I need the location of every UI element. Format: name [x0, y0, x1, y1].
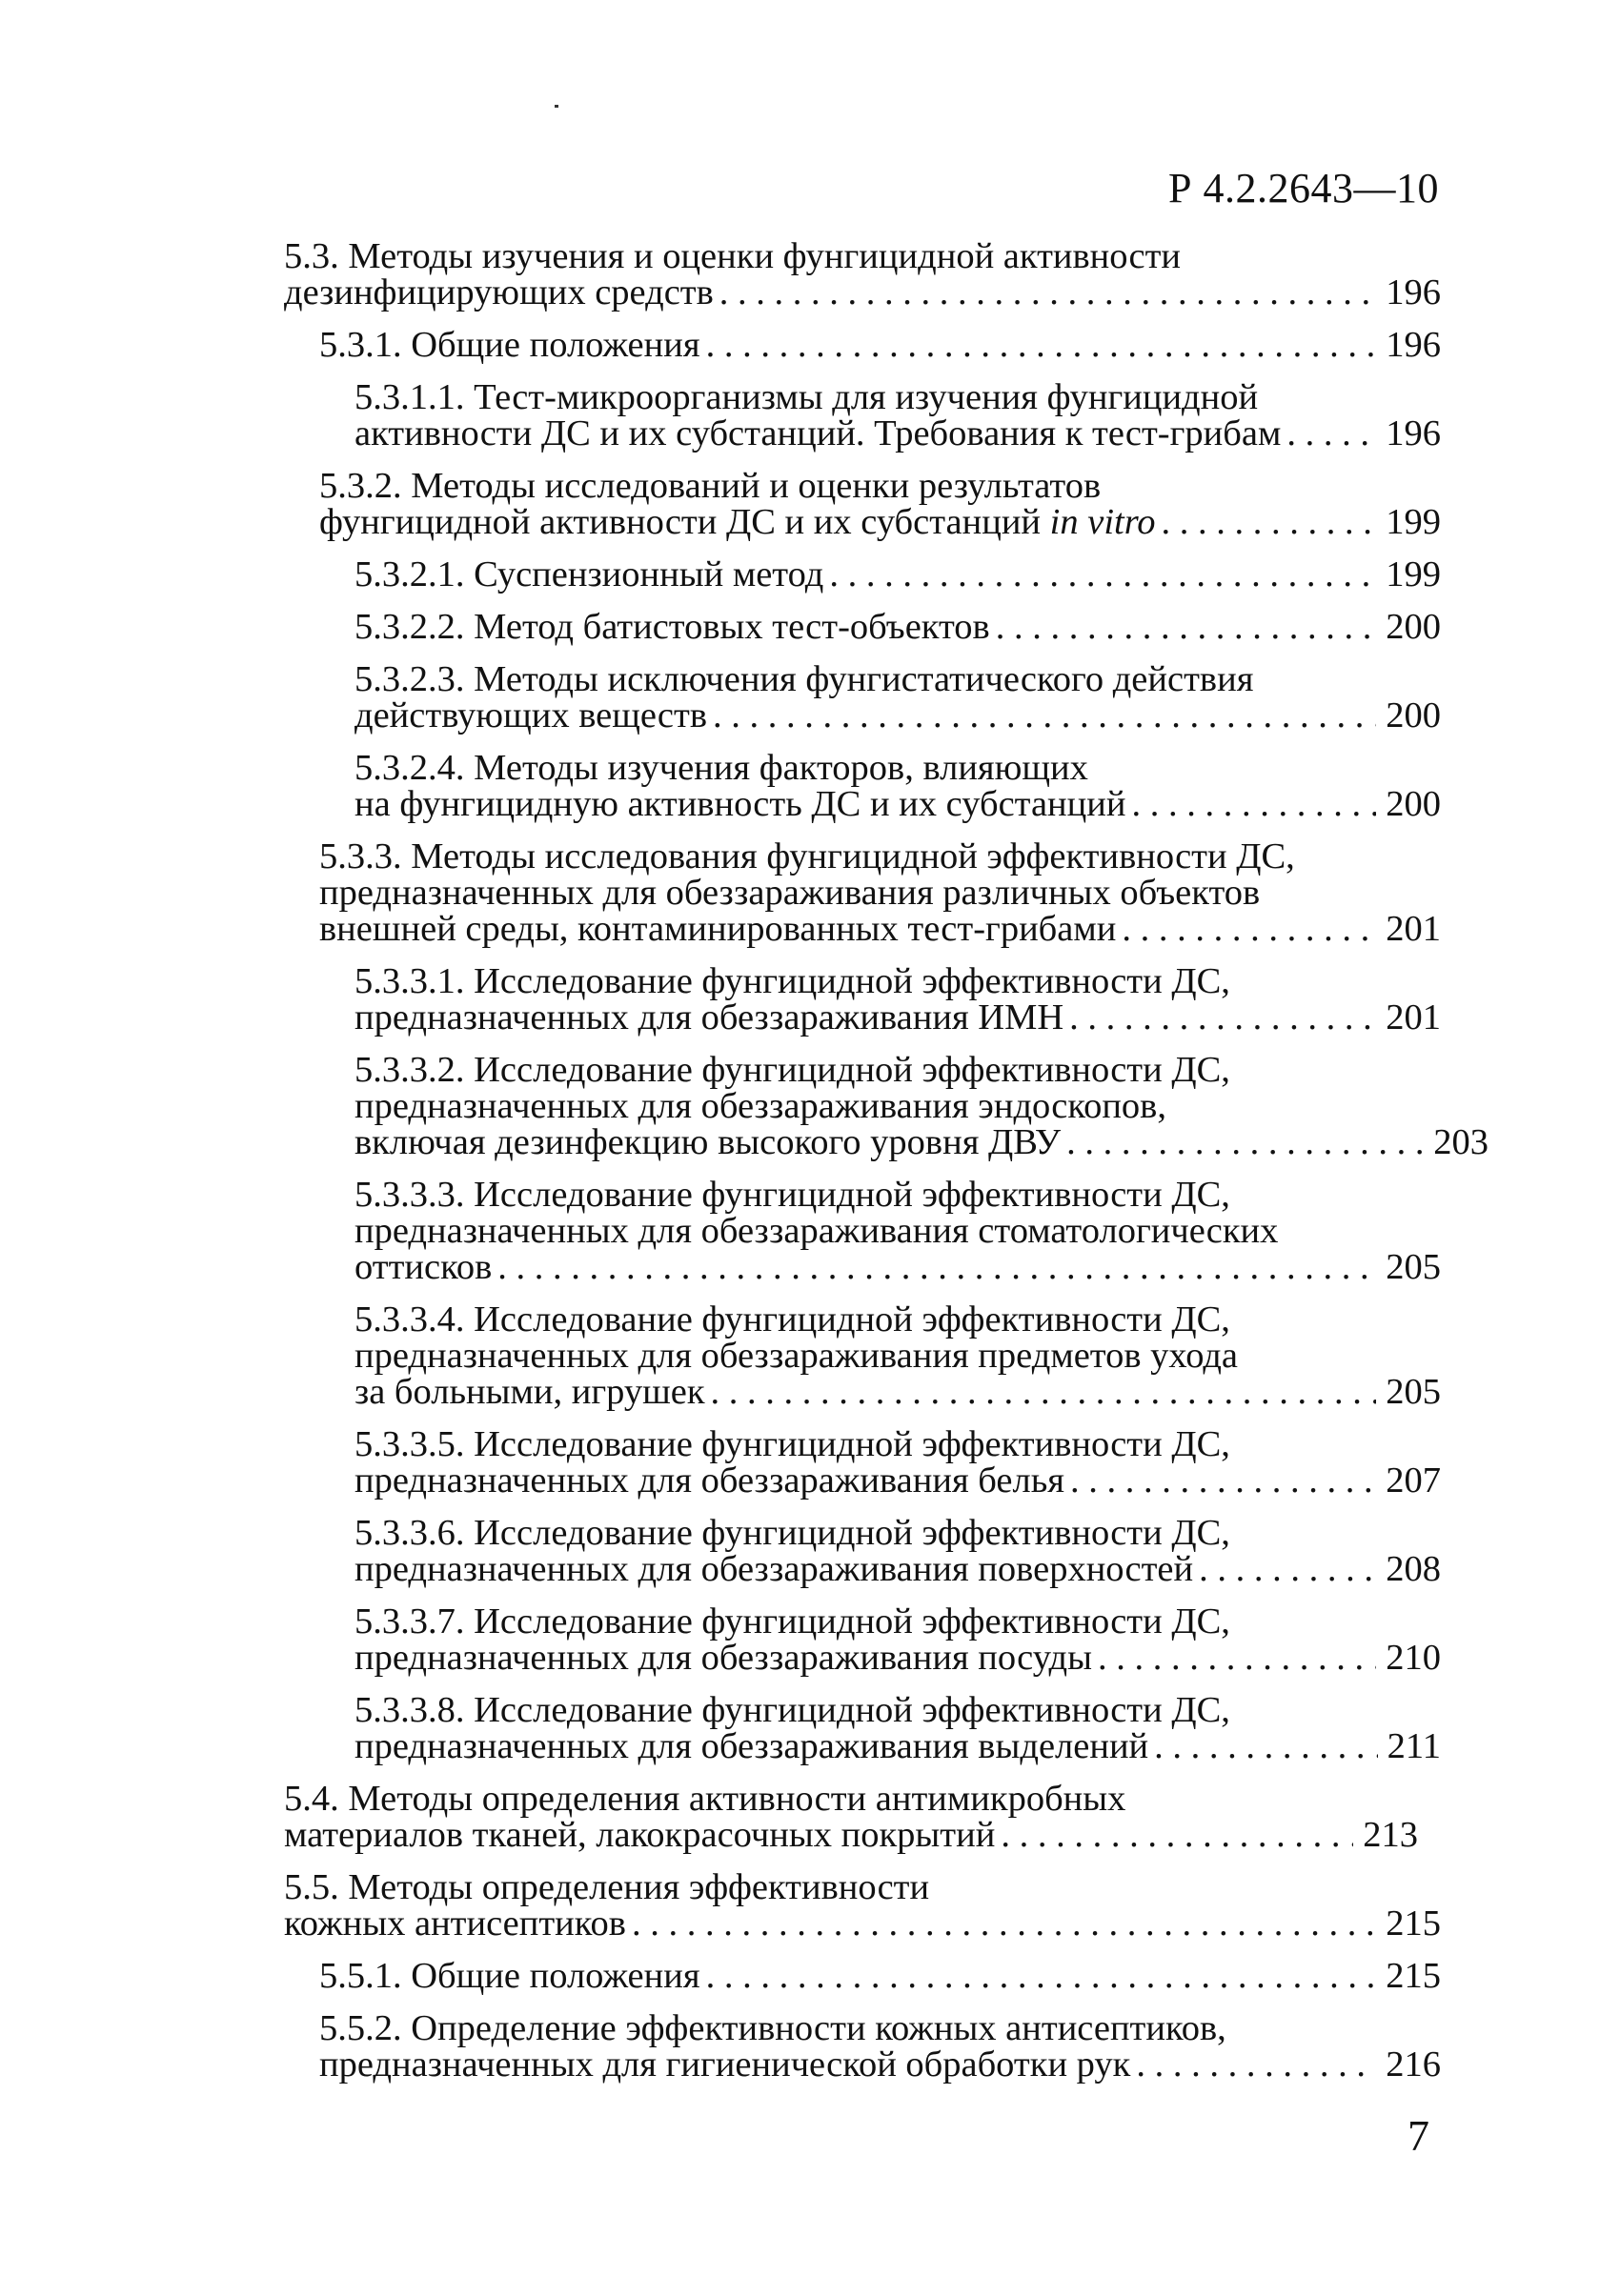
toc-entry-last-line [354, 1728, 1441, 1764]
table-of-contents [0, 238, 1620, 2099]
toc-entry-last-line [284, 1817, 1418, 1853]
toc-page-ref: 196 [1386, 272, 1441, 312]
toc-page-ref: 215 [1386, 1956, 1441, 1996]
toc-entry [354, 379, 1441, 452]
toc-entry-line: 5.3.1. Общие положения [319, 325, 700, 365]
toc-entry-line: за больными, игрушек [354, 1372, 705, 1412]
toc-entry [354, 1692, 1441, 1764]
toc-page-ref: 200 [1386, 695, 1441, 735]
toc-entry-line: 5.4. Методы определения активности антимикробных [284, 1779, 1126, 1819]
toc-entry-last-line [354, 1249, 1441, 1285]
toc-entry-last-line [354, 1551, 1441, 1587]
toc-page-ref: 205 [1386, 1372, 1441, 1412]
toc-entry-last-line [354, 415, 1441, 452]
toc-page-ref: 200 [1386, 607, 1441, 647]
toc-page-ref: 199 [1386, 502, 1441, 542]
toc-entry-line: предназначенных для обеззараживания выделений [354, 1726, 1149, 1766]
toc-entry-line: предназначенных для обеззараживания поверхностей [354, 1549, 1194, 1589]
toc-entry [284, 238, 1441, 311]
toc-entry-line: материалов тканей, лакокрасочных покрытий [284, 1815, 996, 1855]
dot-leader [711, 1374, 1377, 1410]
toc-entry-line: 5.3.2.1. Суспензионный метод [354, 554, 824, 594]
toc-page-ref: 208 [1386, 1549, 1441, 1589]
toc-entry-line: 5.3.2. Методы исследований и оценки результатов [319, 466, 1102, 506]
toc-page-ref: 200 [1386, 784, 1441, 824]
toc-entry-last-line [319, 911, 1441, 947]
dot-leader [1131, 786, 1376, 822]
toc-entry-last-line [319, 327, 1441, 363]
dot-leader [497, 1249, 1376, 1285]
toc-entry [354, 963, 1441, 1036]
toc-entry [354, 609, 1441, 645]
toc-entry-line: 5.3.3. Методы исследования фунгицидной эффективности ДС, [319, 836, 1295, 876]
dot-leader [1069, 999, 1376, 1036]
dot-leader [1162, 504, 1377, 540]
toc-entry-last-line [354, 786, 1441, 822]
toc-entry-line: 5.3.2.3. Методы исключения фунгистатического действия [354, 659, 1254, 699]
toc-entry-last-line [319, 504, 1441, 540]
toc-entry-line: 5.5. Методы определения эффективности [284, 1867, 930, 1907]
toc-entry-line: 5.3.2.2. Метод батистовых тест-объектов [354, 607, 990, 647]
toc-entry-line: предназначенных для обеззараживания предметов ухода [354, 1336, 1239, 1376]
toc-entry-line: включая дезинфекцию высокого уровня ДВУ [354, 1122, 1062, 1162]
toc-entry [319, 838, 1441, 947]
toc-entry-line: предназначенных для гигиенической обработки рук [319, 2044, 1131, 2085]
dot-leader [632, 1905, 1376, 1942]
toc-page-ref: 211 [1387, 1726, 1441, 1766]
toc-entry-last-line [284, 274, 1441, 311]
toc-entry-last-line [284, 1905, 1441, 1942]
toc-entry-line: предназначенных для обеззараживания ИМН [354, 997, 1064, 1037]
dot-leader [829, 556, 1376, 593]
dot-leader [706, 1958, 1377, 1994]
toc-entry-line: предназначенных для обеззараживания различных объектов [319, 873, 1261, 913]
toc-entry-last-line [354, 697, 1441, 734]
toc-entry-line: 5.3. Методы изучения и оценки фунгицидной активности [284, 236, 1182, 276]
toc-entry [354, 750, 1441, 822]
toc-entry-last-line [354, 1640, 1441, 1676]
toc-entry [354, 1052, 1488, 1160]
dot-leader [996, 609, 1377, 645]
toc-entry-line: внешней среды, контаминированных тест-грибами [319, 909, 1117, 949]
toc-entry-last-line [354, 1374, 1441, 1410]
toc-entry-line: 5.3.3.4. Исследование фунгицидной эффективности ДС, [354, 1299, 1230, 1339]
toc-entry-line: действующих веществ [354, 695, 708, 735]
toc-entry-last-line [319, 1958, 1441, 1994]
toc-entry-last-line [354, 556, 1441, 593]
toc-entry-line: предназначенных для обеззараживания стоматологических [354, 1211, 1279, 1251]
toc-entry-line: 5.3.3.8. Исследование фунгицидной эффективности ДС, [354, 1690, 1230, 1730]
toc-page-ref: 207 [1386, 1460, 1441, 1500]
toc-page-ref: 196 [1386, 325, 1441, 365]
toc-entry [284, 1869, 1441, 1942]
toc-entry [354, 661, 1441, 734]
toc-page-ref: 203 [1433, 1122, 1488, 1162]
toc-entry-line: на фунгицидную активность ДС и их субстанций [354, 784, 1126, 824]
toc-entry-line: 5.3.3.5. Исследование фунгицидной эффективности ДС, [354, 1424, 1230, 1464]
toc-entry [319, 2010, 1441, 2083]
document-code: Р 4.2.2643—10 [1168, 165, 1439, 211]
toc-entry-line: 5.3.3.6. Исследование фунгицидной эффективности ДС, [354, 1513, 1230, 1553]
toc-entry-line: активности ДС и их субстанций. Требования к тест-грибам [354, 413, 1282, 453]
dot-leader [713, 697, 1376, 734]
toc-entry-last-line [354, 1462, 1441, 1499]
toc-page-ref: 201 [1386, 997, 1441, 1037]
dot-leader [1066, 1124, 1424, 1160]
toc-entry-last-line [354, 609, 1441, 645]
toc-entry [354, 1426, 1441, 1499]
toc-page-ref: 205 [1386, 1247, 1441, 1287]
toc-entry [354, 556, 1441, 593]
toc-entry [354, 1177, 1441, 1285]
toc-entry [319, 327, 1441, 363]
toc-page-ref: 210 [1386, 1638, 1441, 1678]
toc-entry-line: предназначенных для обеззараживания эндоскопов, [354, 1086, 1166, 1126]
toc-page-ref: 201 [1386, 909, 1441, 949]
toc-entry [319, 468, 1441, 540]
toc-entry-line: 5.3.3.7. Исследование фунгицидной эффективности ДС, [354, 1601, 1230, 1641]
dot-leader [719, 274, 1376, 311]
toc-entry-line: кожных антисептиков [284, 1903, 626, 1944]
dot-leader [1136, 2046, 1376, 2083]
toc-entry [354, 1603, 1441, 1676]
dot-leader [1001, 1817, 1353, 1853]
dot-leader [1070, 1462, 1376, 1499]
toc-entry [319, 1958, 1441, 1994]
toc-page-ref: 216 [1386, 2044, 1441, 2085]
dot-leader [1286, 415, 1376, 452]
toc-entry [354, 1301, 1441, 1410]
toc-entry-line: предназначенных для обеззараживания белья [354, 1460, 1064, 1500]
toc-entry-line: дезинфицирующих средств [284, 272, 714, 312]
toc-entry-line: 5.5.1. Общие положения [319, 1956, 700, 1996]
dot-leader [1122, 911, 1376, 947]
toc-entry-line: оттисков [354, 1247, 493, 1287]
toc-entry-line: 5.3.2.4. Методы изучения факторов, влияющих [354, 748, 1088, 788]
dot-leader [706, 327, 1377, 363]
dot-leader [1199, 1551, 1376, 1587]
dot-leader [1154, 1728, 1378, 1764]
toc-entry-line: предназначенных для обеззараживания посуды [354, 1638, 1092, 1678]
toc-entry-line: 5.3.3.3. Исследование фунгицидной эффективности ДС, [354, 1175, 1230, 1215]
toc-entry-last-line [354, 1124, 1488, 1160]
toc-page-ref: 196 [1386, 413, 1441, 453]
toc-entry-line: 5.5.2. Определение эффективности кожных антисептиков, [319, 2008, 1226, 2048]
toc-entry [284, 1781, 1418, 1853]
toc-entry-last-line [319, 2046, 1441, 2083]
scan-speck [555, 105, 558, 108]
toc-entry-line: 5.3.3.1. Исследование фунгицидной эффективности ДС, [354, 961, 1230, 1001]
toc-entry [354, 1515, 1441, 1587]
toc-entry-last-line [354, 999, 1441, 1036]
toc-entry-line: 5.3.3.2. Исследование фунгицидной эффективности ДС, [354, 1050, 1230, 1090]
toc-entry-line: фунгицидной активности ДС и их субстанций in vitro [319, 502, 1156, 542]
toc-page-ref: 215 [1386, 1903, 1441, 1944]
page-number: 7 [1407, 2111, 1429, 2160]
toc-entry-line: 5.3.1.1. Тест-микроорганизмы для изучения фунгицидной [354, 377, 1259, 417]
toc-page-ref: 213 [1363, 1815, 1418, 1855]
toc-page-ref: 199 [1386, 554, 1441, 594]
dot-leader [1098, 1640, 1376, 1676]
